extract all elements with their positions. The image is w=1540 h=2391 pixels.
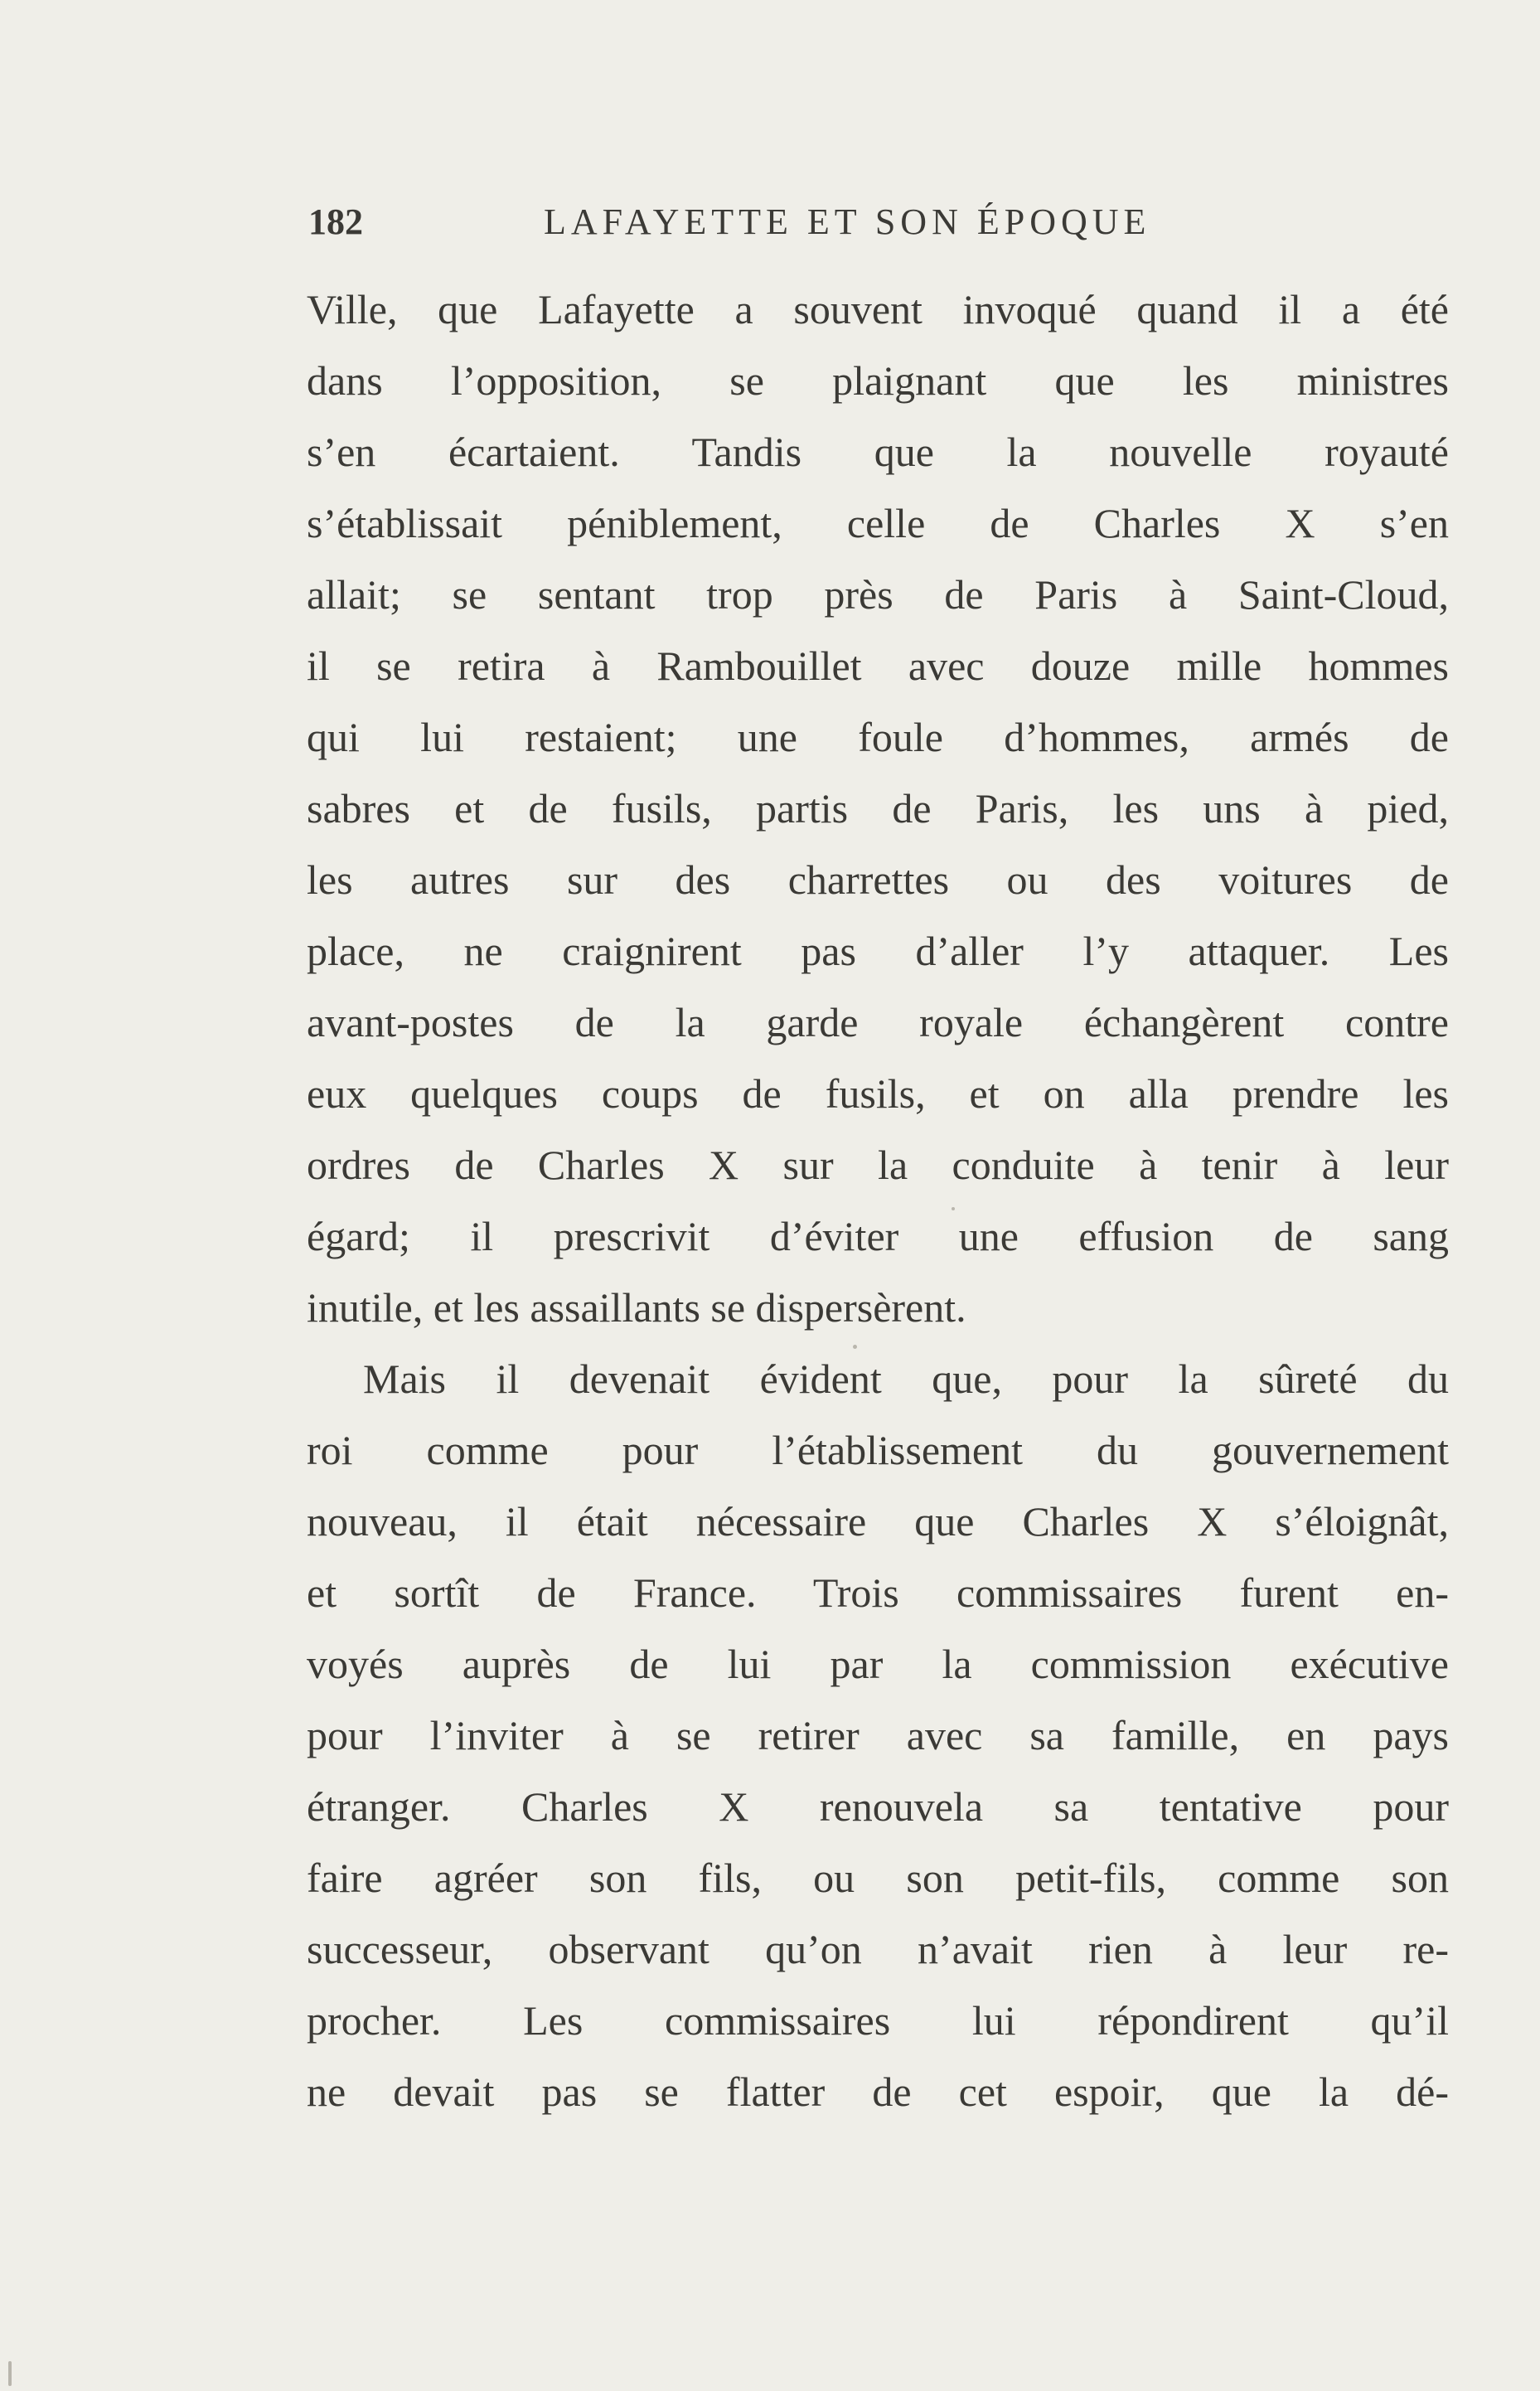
paper-speck	[952, 1207, 955, 1210]
text-line: Mais il devenait évident que, pour la sûreté du	[363, 1356, 1449, 1402]
text-line: égard; il prescrivit d’éviter une effusion de sang	[307, 1213, 1449, 1259]
text-line: s’établissait péniblement, celle de Charles X s’en	[307, 500, 1449, 546]
text-line: les autres sur des charrettes ou des voitures de	[307, 856, 1449, 903]
text-line: pour l’inviter à se retirer avec sa famille, en pays	[307, 1712, 1449, 1758]
text-line: s’en écartaient. Tandis que la nouvelle royauté	[307, 429, 1449, 475]
text-line: il se retira à Rambouillet avec douze mille hommes	[307, 643, 1449, 689]
text-line: successeur, observant qu’on n’avait rien à leur re-	[307, 1926, 1449, 1972]
text-line: roi comme pour l’établissement du gouvernement	[307, 1427, 1449, 1473]
page-number: 182	[308, 201, 363, 242]
text-line: eux quelques coups de fusils, et on alla prendre les	[307, 1070, 1449, 1117]
text-line: allait; se sentant trop près de Paris à Saint-Cloud,	[307, 571, 1449, 618]
running-title: LAFAYETTE ET SON ÉPOQUE	[544, 201, 1151, 242]
paragraph-1	[307, 274, 1449, 1343]
text-line: ne devait pas se flatter de cet espoir, que la dé-	[307, 2068, 1449, 2115]
text-line: procher. Les commissaires lui répondirent qu’il	[307, 1997, 1449, 2044]
text-line: avant-postes de la garde royale échangèrent contre	[307, 999, 1449, 1045]
page-header	[308, 197, 1227, 247]
text-line: inutile, et les assaillants se dispersèrent.	[307, 1284, 966, 1331]
paragraph-2	[307, 1343, 1449, 2127]
text-line: nouveau, il était nécessaire que Charles X s’éloignât,	[307, 1498, 1449, 1545]
paper-speck	[8, 2361, 12, 2386]
text-line: faire agréer son fils, ou son petit-fils, comme son	[307, 1855, 1449, 1901]
text-line: Ville, que Lafayette a souvent invoqué quand il a été	[307, 286, 1449, 332]
body-text	[307, 274, 1449, 2127]
text-line: étranger. Charles X renouvela sa tentative pour	[307, 1783, 1449, 1830]
paper-speck	[853, 1345, 857, 1349]
text-line: dans l’opposition, se plaignant que les ministres	[307, 357, 1449, 404]
text-line: qui lui restaient; une foule d’hommes, armés de	[307, 714, 1449, 760]
text-line: sabres et de fusils, partis de Paris, les uns à pied,	[307, 785, 1449, 832]
text-line: voyés auprès de lui par la commission exécutive	[307, 1641, 1449, 1687]
text-line: ordres de Charles X sur la conduite à tenir à leur	[307, 1142, 1449, 1188]
text-line: place, ne craignirent pas d’aller l’y attaquer. Les	[307, 928, 1449, 974]
text-line: et sortît de France. Trois commissaires furent en-	[307, 1569, 1449, 1616]
